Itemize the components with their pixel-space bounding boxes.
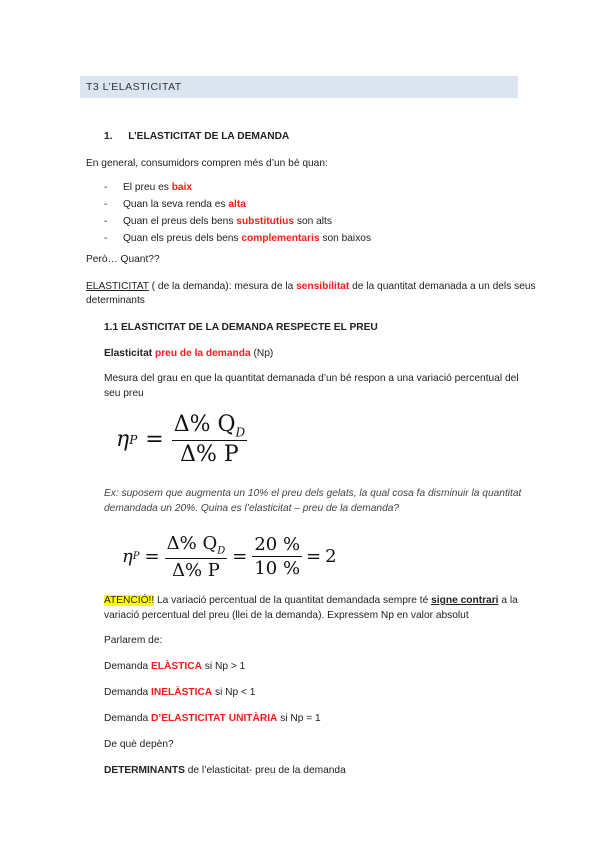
formula-fraction: $\frac{20 \%}{10 \%}$: [254, 534, 301, 580]
warning-paragraph-line2: variació percentual del preu (llei de la demanda). Expressem Np en valor absolut: [104, 610, 469, 621]
highlight: substitutius: [236, 216, 295, 227]
formula-fraction: $\frac{\Delta\% Q_D}{\Delta\% P}$: [173, 412, 246, 468]
determinants-line: DETERMINANTS de l’elasticitat- preu de la demanda: [104, 765, 346, 776]
highlight: alta: [228, 199, 246, 210]
highlight: D’ELASTICITAT UNITÀRIA: [151, 713, 278, 724]
warning-label: ATENCIÓ!!: [104, 595, 155, 606]
chapter-header: T3 L’ELASTICITAT: [80, 76, 518, 98]
demand-type-inelastic: Demanda INELÀSTICA si Np < 1: [104, 687, 256, 698]
description-line2: seu preu: [104, 388, 144, 399]
conditions-list: [104, 181, 371, 249]
example-line1: Ex: suposem que augmenta un 10% el preu dels gelats, la qual cosa fa disminuir la quantitat: [104, 488, 522, 499]
demand-type-elastic: Demanda ELÀSTICA si Np > 1: [104, 661, 246, 672]
description-line1: Mesura del grau en que la quantitat demanada d’un bé respon a una variació percentual del: [104, 373, 519, 384]
highlight: preu de la demanda: [154, 348, 251, 359]
section-title: [104, 130, 289, 143]
example-formula: η P = $\frac{\Delta\% Q_D}{\Delta\% P}$ = $\frac{20 \%}{10 \%}$ = 2: [122, 533, 337, 581]
example-line2: demandada un 20%. Quina es l’elasticitat – preu de la demanda?: [104, 503, 400, 514]
definition-paragraph-line2: determinants: [86, 295, 145, 306]
highlight: complementaris: [241, 233, 320, 244]
question-text: Però… Quant??: [86, 254, 160, 265]
highlight: baix: [171, 182, 193, 193]
emphasis: signe contrari: [431, 595, 499, 606]
depends-question: De què depèn?: [104, 739, 174, 750]
list-item: - Quan els preus dels bens complementaris son baixos: [104, 233, 372, 244]
formula-fraction: $\frac{\Delta\% Q_D}{\Delta\% P}$: [166, 533, 226, 581]
section-title-text: L’ELASTICITAT DE LA DEMANDA: [128, 131, 290, 142]
highlight: INELÀSTICA: [151, 687, 213, 698]
definition-term: ELASTICITAT: [86, 281, 149, 292]
demand-type-unitary: Demanda D’ELASTICITAT UNITÀRIA si Np = 1: [104, 713, 321, 724]
intro-paragraph: En general, consumidors compren més d’un bé quan:: [86, 158, 328, 169]
subsection-title: 1.1 ELASTICITAT DE LA DEMANDA RESPECTE EL PREU: [104, 322, 378, 333]
highlight: ELÀSTICA: [151, 661, 202, 672]
warning-paragraph: ATENCIÓ!! La variació percentual de la quantitat demandada sempre té signe contrari a la: [104, 595, 518, 606]
list-item: - El preu es baix: [104, 182, 193, 193]
list-item: - Quan la seva renda es alta: [104, 199, 246, 210]
elasticity-heading: Elasticitat preu de la demanda (Np): [104, 348, 274, 359]
parlarem-text: Parlarem de:: [104, 635, 163, 646]
elasticity-formula: η P = $\frac{\Delta\% Q_D}{\Delta\% P}$: [116, 412, 246, 468]
section-number: 1.: [104, 131, 113, 142]
definition-paragraph: ELASTICITAT ( de la demanda): mesura de la sensibilitat de la quantitat demanada a un dels seus: [86, 281, 536, 292]
highlight: sensibilitat: [296, 281, 350, 292]
list-item: - Quan el preus dels bens substitutius son alts: [104, 216, 332, 227]
